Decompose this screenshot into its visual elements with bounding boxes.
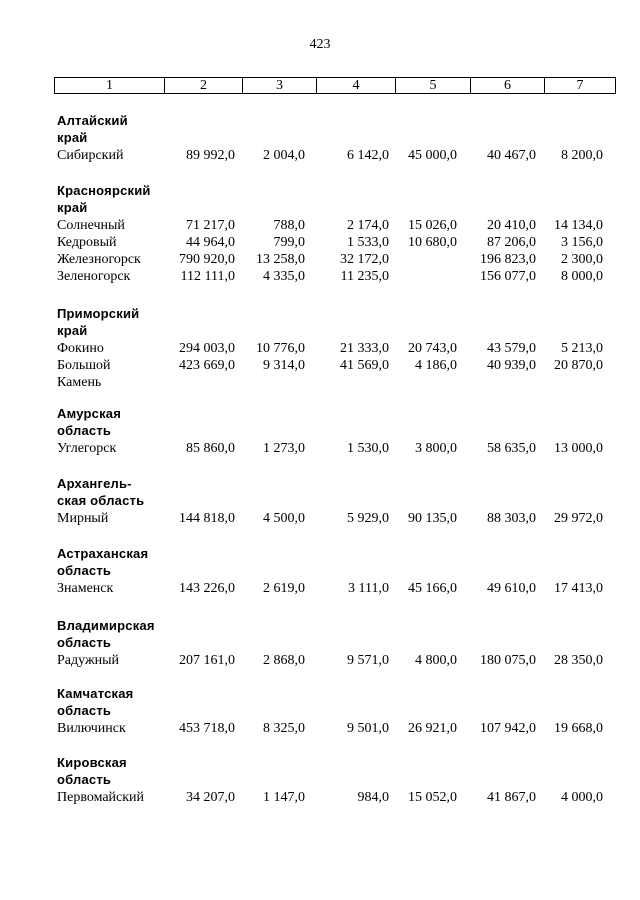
value-cell: 90 135,0	[408, 510, 457, 526]
value-cell: 10 680,0	[408, 234, 457, 250]
value-cell: 9 501,0	[347, 720, 389, 736]
value-cell: 29 972,0	[554, 510, 603, 526]
value-cell: 71 217,0	[186, 217, 235, 233]
region-group	[0, 112, 640, 164]
value-cell: 20 410,0	[487, 217, 536, 233]
value-cell: 8 000,0	[561, 269, 603, 285]
table-body	[0, 112, 640, 872]
region-name: область	[57, 635, 112, 651]
value-cell: 143 226,0	[179, 580, 235, 596]
value-cell: 20 870,0	[554, 357, 603, 373]
column-header: 6	[471, 78, 545, 94]
value-cell: 4 186,0	[415, 357, 457, 373]
city-name: Радужный	[57, 652, 120, 668]
value-cell: 10 776,0	[256, 340, 305, 356]
value-cell: 20 743,0	[408, 340, 457, 356]
region-group	[0, 685, 640, 737]
region-group	[0, 545, 640, 597]
value-cell: 15 052,0	[408, 789, 457, 805]
table-row	[0, 217, 640, 234]
value-cell: 180 075,0	[480, 652, 536, 668]
region-group	[0, 405, 640, 457]
value-cell: 49 610,0	[487, 580, 536, 596]
value-cell: 13 000,0	[554, 440, 603, 456]
region-name: Приморский	[57, 306, 140, 321]
value-cell: 107 942,0	[480, 720, 536, 736]
column-header: 1	[55, 78, 165, 94]
value-cell: 21 333,0	[340, 340, 389, 356]
region-name: край	[57, 200, 88, 216]
value-cell: 5 929,0	[347, 510, 389, 526]
value-cell: 2 004,0	[263, 147, 305, 163]
table-row	[0, 268, 640, 285]
column-header: 4	[317, 78, 396, 94]
region-name: область	[57, 772, 112, 788]
region-group	[0, 182, 640, 286]
value-cell: 2 174,0	[347, 217, 389, 233]
value-cell: 112 111,0	[180, 269, 235, 285]
region-name: край	[57, 130, 88, 146]
value-cell: 423 669,0	[179, 357, 235, 373]
table-row	[0, 652, 640, 669]
region-group	[0, 754, 640, 806]
column-header-table	[54, 77, 616, 94]
region-name: область	[57, 703, 112, 719]
city-name: Вилючинск	[57, 720, 126, 736]
value-cell: 4 500,0	[263, 510, 305, 526]
value-cell: 15 026,0	[408, 217, 457, 233]
value-cell: 8 325,0	[263, 720, 305, 736]
value-cell: 3 111,0	[348, 580, 389, 596]
city-name: Сибирский	[57, 147, 124, 163]
city-name: Солнечный	[57, 217, 125, 233]
value-cell: 28 350,0	[554, 652, 603, 668]
value-cell: 17 413,0	[554, 580, 603, 596]
value-cell: 3 800,0	[415, 440, 457, 456]
value-cell: 294 003,0	[179, 340, 235, 356]
city-name: Первомайский	[57, 789, 145, 805]
value-cell: 19 668,0	[554, 720, 603, 736]
city-name: Кедровый	[57, 234, 117, 250]
region-name: Амурская	[57, 406, 121, 421]
value-cell: 8 200,0	[561, 147, 603, 163]
table-row	[0, 440, 640, 457]
value-cell: 156 077,0	[480, 269, 536, 285]
value-cell: 41 867,0	[487, 789, 536, 805]
value-cell: 984,0	[357, 789, 389, 805]
column-header: 7	[545, 78, 616, 94]
region-name: область	[57, 563, 112, 579]
value-cell: 89 992,0	[186, 147, 235, 163]
region-name: Красноярский	[57, 183, 151, 198]
region-group	[0, 475, 640, 527]
table-row	[0, 789, 640, 806]
value-cell: 40 467,0	[487, 147, 536, 163]
column-header: 2	[165, 78, 243, 94]
region-group	[0, 617, 640, 669]
value-cell: 11 235,0	[340, 269, 389, 285]
value-cell: 144 818,0	[179, 510, 235, 526]
page-number: 423	[309, 37, 331, 52]
value-cell: 196 823,0	[480, 252, 536, 268]
value-cell: 87 206,0	[487, 234, 536, 250]
value-cell: 1 533,0	[347, 234, 389, 250]
value-cell: 1 530,0	[347, 440, 389, 456]
value-cell: 5 213,0	[561, 340, 603, 356]
value-cell: 26 921,0	[408, 720, 457, 736]
value-cell: 2 300,0	[561, 252, 603, 268]
value-cell: 1 273,0	[263, 440, 305, 456]
value-cell: 6 142,0	[347, 147, 389, 163]
value-cell: 1 147,0	[263, 789, 305, 805]
value-cell: 4 335,0	[263, 269, 305, 285]
city-name: Фокино	[57, 340, 104, 356]
value-cell: 43 579,0	[487, 340, 536, 356]
value-cell: 40 939,0	[487, 357, 536, 373]
value-cell: 9 571,0	[347, 652, 389, 668]
value-cell: 13 258,0	[256, 252, 305, 268]
city-name: Углегорск	[57, 440, 117, 456]
region-name: Камчатская	[57, 686, 134, 701]
value-cell: 2 868,0	[263, 652, 305, 668]
value-cell: 58 635,0	[487, 440, 536, 456]
table-row	[0, 720, 640, 737]
table-row	[0, 580, 640, 597]
city-name: Мирный	[57, 510, 109, 526]
city-name: Зеленогорск	[57, 269, 131, 285]
value-cell: 88 303,0	[487, 510, 536, 526]
region-name: Астраханская	[57, 546, 149, 561]
value-cell: 4 800,0	[415, 652, 457, 668]
region-name: Архангель-	[57, 476, 132, 491]
region-group	[0, 305, 640, 391]
region-name: Владимирская	[57, 618, 155, 633]
value-cell: 45 000,0	[408, 147, 457, 163]
column-header-row	[55, 78, 616, 94]
city-name: Камень	[57, 375, 102, 391]
value-cell: 453 718,0	[179, 720, 235, 736]
value-cell: 2 619,0	[263, 580, 305, 596]
value-cell: 9 314,0	[263, 357, 305, 373]
value-cell: 3 156,0	[561, 234, 603, 250]
region-name: Кировская	[57, 755, 127, 770]
table-row	[0, 357, 640, 391]
region-name: ская область	[57, 493, 145, 509]
region-name: Алтайский	[57, 113, 128, 128]
table-row	[0, 510, 640, 527]
value-cell: 788,0	[273, 217, 305, 233]
value-cell: 207 161,0	[179, 652, 235, 668]
city-name: Железногорск	[57, 252, 141, 268]
column-header: 3	[243, 78, 317, 94]
value-cell: 44 964,0	[186, 234, 235, 250]
value-cell: 799,0	[273, 234, 305, 250]
region-name: край	[57, 323, 88, 339]
value-cell: 790 920,0	[179, 252, 235, 268]
value-cell: 34 207,0	[186, 789, 235, 805]
value-cell: 45 166,0	[408, 580, 457, 596]
column-header: 5	[396, 78, 471, 94]
value-cell: 4 000,0	[561, 789, 603, 805]
value-cell: 85 860,0	[186, 440, 235, 456]
city-name: Большой	[57, 357, 111, 373]
value-cell: 14 134,0	[554, 217, 603, 233]
table-row	[0, 234, 640, 251]
region-name: область	[57, 423, 112, 439]
table-row	[0, 147, 640, 164]
value-cell: 41 569,0	[340, 357, 389, 373]
value-cell: 32 172,0	[340, 252, 389, 268]
table-row	[0, 340, 640, 357]
table-row	[0, 251, 640, 268]
city-name: Знаменск	[57, 580, 114, 596]
